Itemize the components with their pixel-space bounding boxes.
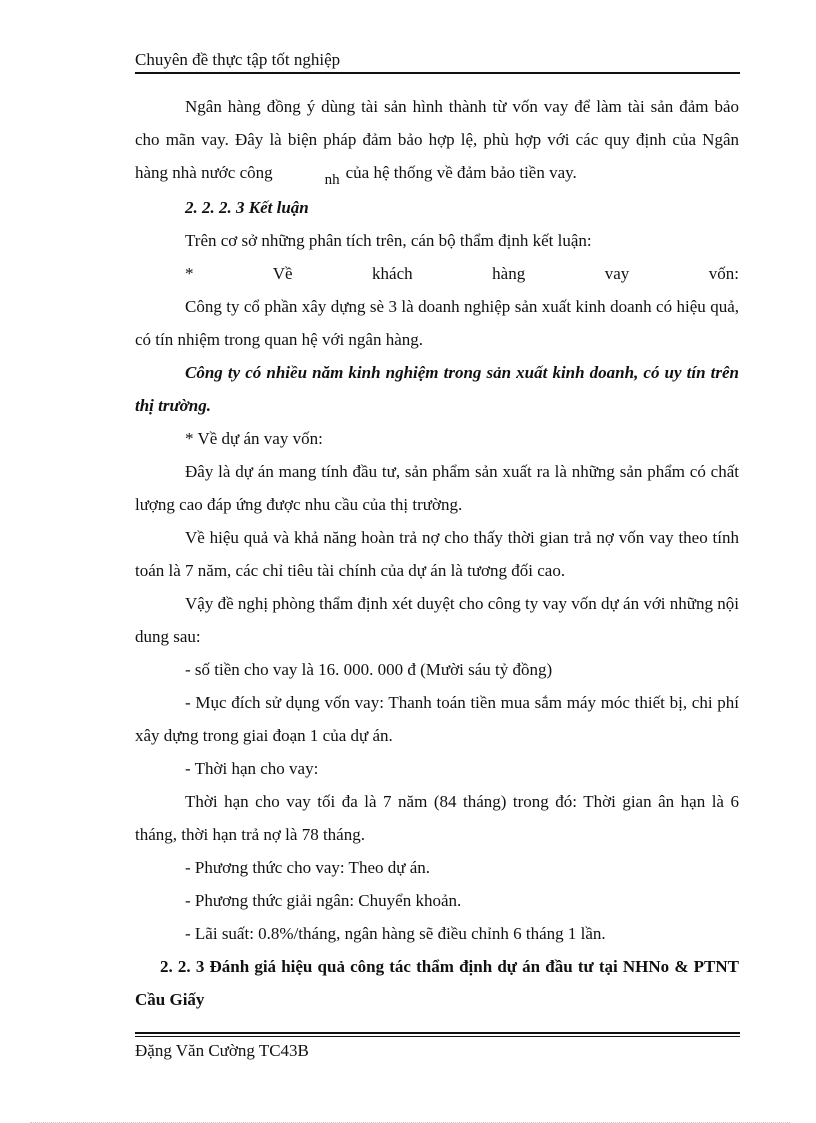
- page-footer: [135, 1040, 309, 1062]
- paragraph: Đây là dự án mang tính đầu tư, sản phẩm sản xuất ra là những sản phẩm có chất lượng cao đáp ứng được nhu cầu của thị trường.: [135, 462, 739, 514]
- list-item: - Phương thức cho vay: Theo dự án.: [185, 858, 430, 877]
- footer-author: Đặng Văn Cường TC43B: [135, 1041, 309, 1060]
- emphasis-paragraph: Công ty có nhiều năm kinh nghiệm trong sản xuất kinh doanh, có uy tín trên thị trường.: [135, 363, 739, 415]
- list-item: - Phương thức giải ngân: Chuyển khoản.: [185, 891, 462, 910]
- paragraph: Về hiệu quả và khả năng hoàn trả nợ cho thấy thời gian trả nợ vốn vay theo tính toán là 7 năm, các chỉ tiêu tài chính của dự án là tương đối cao.: [135, 528, 739, 580]
- document-body: [135, 90, 739, 1016]
- paragraph: Trên cơ sở những phân tích trên, cán bộ thẩm định kết luận:: [185, 231, 592, 250]
- list-item: - Thời hạn cho vay:: [185, 759, 319, 778]
- list-item: - số tiền cho vay là 16. 000. 000 đ (Mười sáu tỷ đồng): [185, 660, 553, 679]
- paragraph-text: của hệ thống về đảm bảo tiền vay.: [345, 163, 577, 182]
- paragraph: [135, 90, 739, 191]
- footer-divider: [135, 1032, 740, 1034]
- paragraph: * Về khách hàng vay vốn:: [185, 264, 739, 283]
- paragraph: Thời hạn cho vay tối đa là 7 năm (84 tháng) trong đó: Thời gian ân hạn là 6 tháng, thời hạn trả nợ là 78 tháng.: [135, 792, 739, 844]
- section-heading: 2. 2. 2. 3 Kết luận: [185, 198, 309, 217]
- paragraph: Công ty cổ phần xây dựng sè 3 là doanh nghiệp sản xuất kinh doanh có hiệu quả, có tín nhiệm trong quan hệ với ngân hàng.: [135, 297, 739, 349]
- list-item: - Mục đích sử dụng vốn vay: Thanh toán tiền mua sắm máy móc thiết bị, chi phí xây dựng trong giai đoạn 1 của dự án.: [135, 693, 739, 745]
- subscript-text: nh: [324, 172, 340, 188]
- paragraph: * Về dự án vay vốn:: [185, 429, 323, 448]
- paragraph: Vậy đề nghị phòng thẩm định xét duyệt cho công ty vay vốn dự án với những nội dung sau:: [135, 594, 739, 646]
- section-heading: 2. 2. 3 Đánh giá hiệu quả công tác thẩm định dự án đầu tư tại NHNo & PTNT Cầu Giấy: [135, 957, 739, 1009]
- list-item: - Lãi suất: 0.8%/tháng, ngân hàng sẽ điều chỉnh 6 tháng 1 lần.: [185, 924, 606, 943]
- footer-divider: [135, 1036, 740, 1037]
- page-header: [135, 50, 740, 74]
- header-title: Chuyên đề thực tập tốt nghiệp: [135, 50, 341, 69]
- paragraph-text: Ngân hàng đồng ý dùng tài sản hình thành từ vốn vay để làm tài sản đảm bảo cho mãn vay. Đây là biện pháp đảm bảo hợp lệ, phù hợp với các quy định của Ngân hàng nhà nước công: [135, 97, 739, 182]
